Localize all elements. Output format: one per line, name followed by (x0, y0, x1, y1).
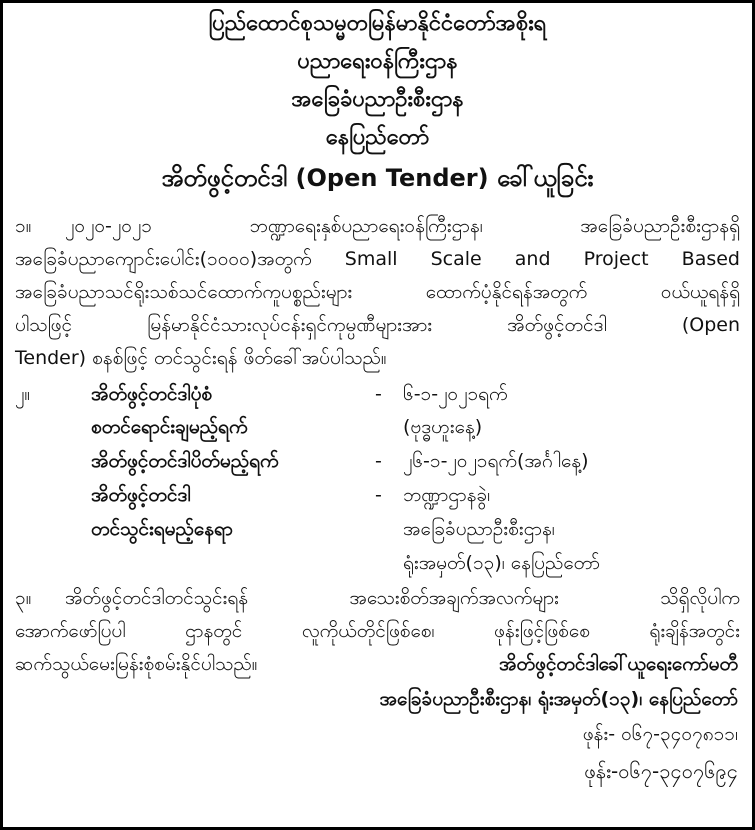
phone-number-1: ဖုန်း- ၀၆၇-၃၄၀၇၈၁၁၊ (582, 723, 738, 745)
para3-number: ၃။ (15, 587, 32, 609)
para1-line-5: Tender) စနစ်ဖြင့် တင်သွင်းရန် ဖိတ်ခေါ်အပ်ပါသည်။ (15, 347, 387, 369)
tender-form-dash: - (375, 383, 382, 405)
closing-date-value: ၂၆-၁-၂၀၂၁ရက်(အင်္ဂါနေ့) (403, 450, 589, 472)
closing-date-label: အိတ်ဖွင့်တင်ဒါပိတ်မည့်ရက် (91, 450, 279, 472)
committee-address: အခြေခံပညာဦးစီးဌာန၊ ရုံးအမှတ်(၁၃)၊ နေပြည်တော် (379, 688, 738, 710)
para1-number: ၁။ (15, 215, 32, 237)
para1-line-2: အခြေခံပညာကျောင်းပေါင်း(၁၀၀၀)အတွက် Small Scale and Project Based (15, 248, 740, 270)
para3-line-3: ဆက်သွယ်မေးမြန်းစုံစမ်းနိုင်ပါသည်။ (15, 653, 258, 675)
ministry-heading: ပညာရေးဝန်ကြီးဌာန (297, 49, 458, 74)
submission-label-2: တင်သွင်းရမည့်နေရာ (91, 518, 233, 540)
notice-title: အိတ်ဖွင့်တင်ဒါ (Open Tender) ခေါ်ယူခြင်း (161, 164, 594, 192)
sale-start-label: စတင်ရောင်းချမည့်ရက် (91, 416, 248, 438)
closing-date-dash: - (375, 450, 382, 472)
submission-dash: - (375, 484, 382, 506)
sale-start-day: (ဗုဒ္ဓဟူးနေ့) (403, 416, 483, 438)
department-heading: အခြေခံပညာဦးစီးဌာန (291, 87, 464, 112)
submission-label-1: အိတ်ဖွင့်တင်ဒါ (91, 484, 191, 506)
para3-line-1: အိတ်ဖွင့်တင်ဒါတင်သွင်းရန် အသေးစိတ်အချက်အလက်များ သိရှိလိုပါက (65, 587, 740, 609)
para1-line-1: ၂၀၂၀-၂၀၂၁ ဘဏ္ဍာရေးနှစ်ပညာရေးဝန်ကြီးဌာန၊ အခြေခံပညာဦးစီးဌာနရှိ (65, 215, 740, 237)
para1-line-4: ပါသဖြင့် မြန်မာနိုင်ငံသားလုပ်ငန်းရှင်ကုမ္ပဏီများအား အိတ်ဖွင့်တင်ဒါ (Open (15, 314, 740, 336)
para3-line-2: အောက်ဖော်ပြပါ ဌာနတွင် လူကိုယ်တိုင်ဖြစ်စေ၊ ဖုန်းဖြင့်ဖြစ်စေ ရုံးချိန်အတွင်း (15, 620, 740, 642)
location-heading: နေပြည်တော် (325, 125, 430, 150)
committee-name: အိတ်ဖွင့်တင်ဒါခေါ်ယူရေးကော်မတီ (499, 653, 738, 675)
submission-branch: ဘဏ္ဍာဌာနခွဲ၊ (403, 484, 491, 506)
para1-line-3: အခြေခံပညာသင်ရိုးသစ်သင်ထောက်ကူပစ္စည်းများ ထောက်ပံ့နိုင်ရန်အတွက် ဝယ်ယူရန်ရှိ (15, 281, 740, 303)
tender-form-date: ၆-၁-၂၀၂၁ရက် (403, 383, 508, 405)
para2-number: ၂။ (15, 383, 31, 405)
submission-department: အခြေခံပညာဦးစီးဌာန၊ (403, 518, 555, 540)
government-heading: ပြည်ထောင်စုသမ္မတမြန်မာနိုင်ငံတော်အစိုးရ (208, 11, 547, 36)
tender-form-label: အိတ်ဖွင့်တင်ဒါပုံစံ (91, 383, 213, 405)
phone-number-2: ဖုန်း-၀၆၇-၃၄၀၇၆၉၄ (584, 759, 738, 783)
submission-office: ရုံးအမှတ်(၁၃)၊ နေပြည်တော် (403, 552, 600, 574)
